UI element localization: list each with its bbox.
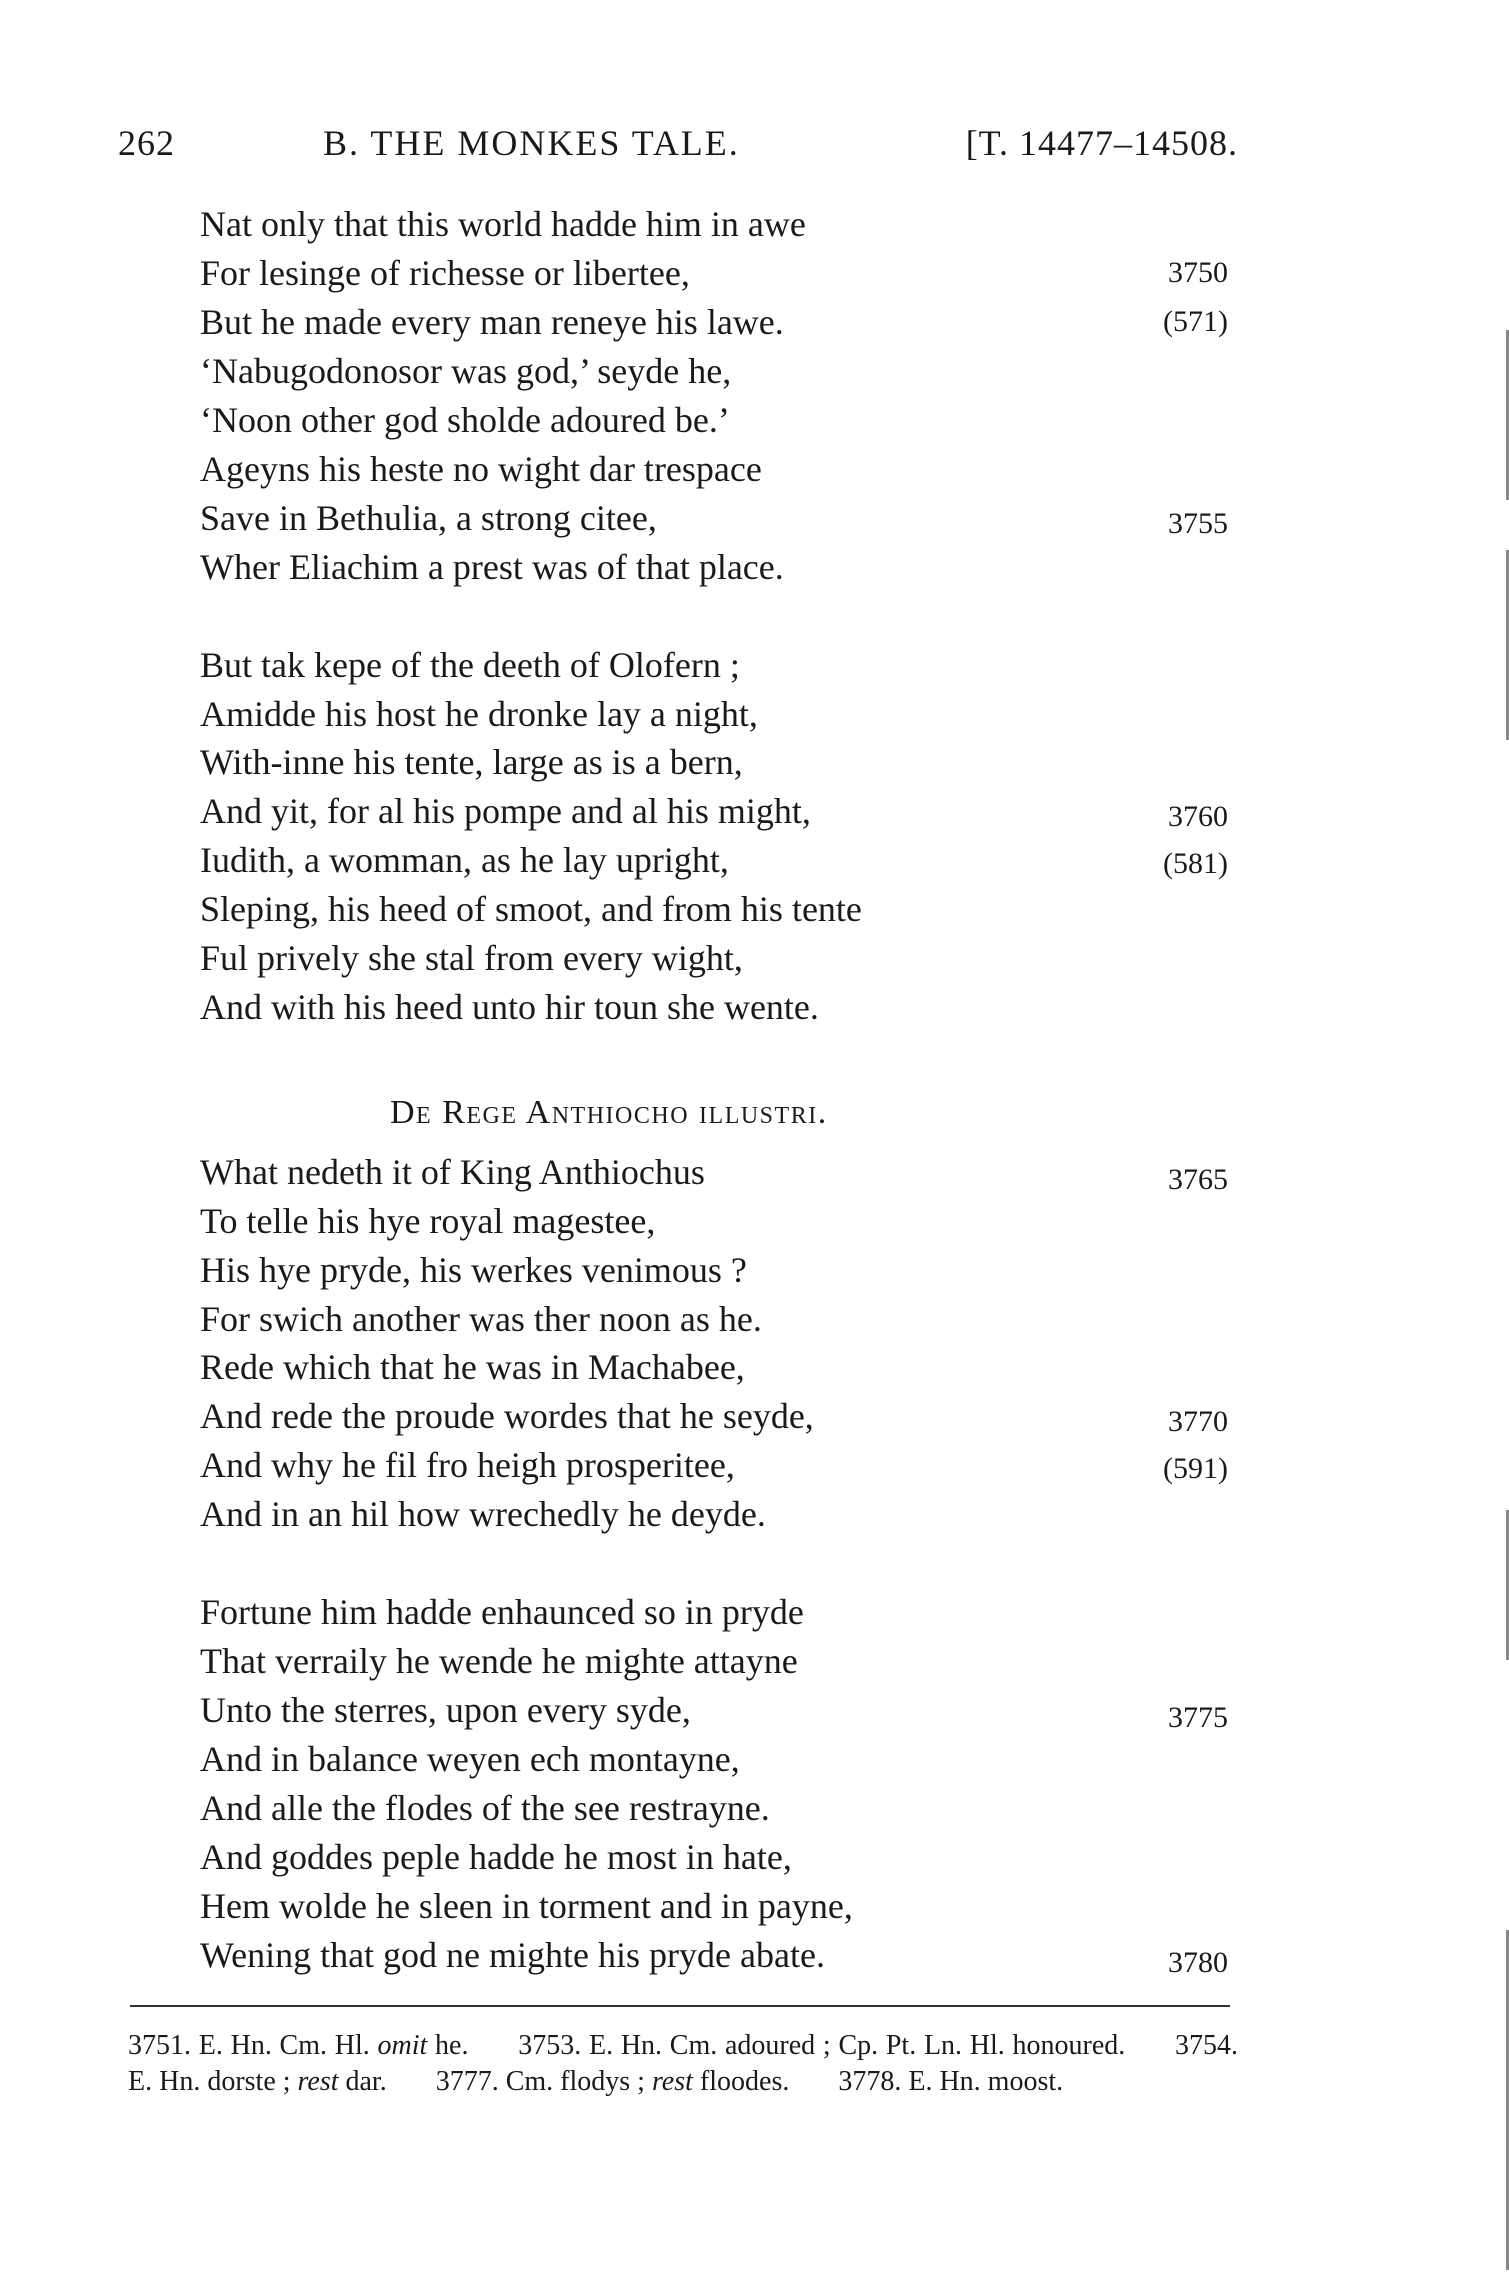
verse-line: And in balance weyen ech montayne, bbox=[200, 1739, 740, 1779]
footnote bbox=[436, 2066, 790, 2097]
verse-line: And alle the flodes of the see restrayne. bbox=[200, 1788, 770, 1828]
footnote-italic: omit bbox=[377, 2030, 428, 2061]
line-number: 3760 bbox=[1168, 800, 1228, 833]
verse-line: What nedeth it of King Anthiochus bbox=[200, 1152, 705, 1192]
footnote-italic: rest bbox=[297, 2066, 339, 2097]
verse-line: And with his heed unto hir toun she wente. bbox=[200, 987, 819, 1027]
footnote bbox=[128, 2030, 468, 2061]
line-number: 3770 bbox=[1168, 1405, 1228, 1438]
verse-line: Amidde his host he dronke lay a night, bbox=[200, 694, 758, 734]
page-number: 262 bbox=[118, 123, 175, 163]
line-number: (571) bbox=[1163, 305, 1228, 338]
verse-line: Fortune him hadde enhaunced so in pryde bbox=[200, 1592, 804, 1632]
verse-line: Rede which that he was in Machabee, bbox=[200, 1347, 745, 1387]
running-header bbox=[118, 122, 1238, 172]
verse-line: Unto the sterres, upon every syde, bbox=[200, 1690, 691, 1730]
footnote-text: he. bbox=[435, 2030, 469, 2061]
verse-line: To telle his hye royal magestee, bbox=[200, 1201, 656, 1241]
footnote-ref: 3778. bbox=[838, 2066, 902, 2097]
footnote bbox=[518, 2030, 1125, 2061]
footnote-text: E. Hn. Cm. adoured ; Cp. Pt. Ln. Hl. honoured. bbox=[588, 2030, 1126, 2061]
line-range: [T. 14477–14508. bbox=[965, 123, 1238, 163]
verse-line: And goddes peple hadde he most in hate, bbox=[200, 1837, 792, 1877]
footnote-text: E. Hn. dorste ; bbox=[128, 2066, 291, 2097]
verse-line: ‘Noon other god sholde adoured be.’ bbox=[200, 400, 730, 440]
line-number: 3750 bbox=[1168, 256, 1228, 289]
verse-line: But he made every man reneye his lawe. bbox=[200, 302, 784, 342]
verse-line: And rede the proude wordes that he seyde, bbox=[200, 1396, 814, 1436]
footnote-ref: 3777. bbox=[435, 2066, 499, 2097]
footnote-text: E. Hn. Cm. Hl. bbox=[198, 2030, 370, 2061]
verse-line: His hye pryde, his werkes venimous ? bbox=[200, 1250, 747, 1290]
footnote-text: floodes. bbox=[699, 2066, 790, 2097]
line-number: 3780 bbox=[1168, 1946, 1228, 1979]
footnote-text: dar. bbox=[345, 2066, 387, 2097]
verse-line: That verraily he wende he mighte attayne bbox=[200, 1641, 798, 1681]
verse-line: Hem wolde he sleen in torment and in payne, bbox=[200, 1886, 853, 1926]
verse-line: Sleping, his heed of smoot, and from his tente bbox=[200, 889, 862, 929]
line-number: (581) bbox=[1163, 847, 1228, 880]
footnote-ref: 3754. bbox=[1175, 2030, 1239, 2061]
footnote-text: Cm. flodys ; bbox=[505, 2066, 645, 2097]
footnote-text: E. Hn. moost. bbox=[908, 2066, 1064, 2097]
section-heading: De Rege Anthiocho illustri. bbox=[390, 1094, 828, 1131]
verse-line: And in an hil how wrechedly he deyde. bbox=[200, 1494, 766, 1534]
verse-line: And why he fil fro heigh prosperitee, bbox=[200, 1445, 735, 1485]
verse-line: For lesinge of richesse or libertee, bbox=[200, 253, 690, 293]
verse-line: Iudith, a womman, as he lay upright, bbox=[200, 840, 729, 880]
line-number: 3765 bbox=[1168, 1163, 1228, 1196]
running-title: B. THE MONKES TALE. bbox=[323, 123, 740, 163]
verse-line: ‘Nabugodonosor was god,’ seyde he, bbox=[200, 351, 732, 391]
verse-line: Wening that god ne mighte his pryde abate. bbox=[200, 1935, 825, 1975]
verse-line: For swich another was ther noon as he. bbox=[200, 1299, 762, 1339]
verse-line: Nat only that this world hadde him in awe bbox=[200, 204, 806, 244]
line-number: (591) bbox=[1163, 1452, 1228, 1485]
verse-line: Save in Bethulia, a strong citee, bbox=[200, 498, 657, 538]
footnote-italic: rest bbox=[651, 2066, 693, 2097]
line-number: 3775 bbox=[1168, 1701, 1228, 1734]
verse-line: With-inne his tente, large as is a bern, bbox=[200, 742, 743, 782]
footnote-ref: 3751. bbox=[128, 2030, 191, 2061]
verse-line: Ful prively she stal from every wight, bbox=[200, 938, 743, 978]
footnote-ref: 3753. bbox=[518, 2030, 582, 2061]
verse-line: Wher Eliachim a prest was of that place. bbox=[200, 547, 784, 587]
verse-line: But tak kepe of the deeth of Olofern ; bbox=[200, 645, 740, 685]
line-number: 3755 bbox=[1168, 507, 1228, 540]
footnote-rule bbox=[130, 2005, 1230, 2007]
verse-line: Ageyns his heste no wight dar trespace bbox=[200, 449, 762, 489]
footnote bbox=[838, 2066, 1063, 2097]
verse-line: And yit, for al his pompe and al his might, bbox=[200, 791, 811, 831]
footnotes bbox=[128, 2028, 1238, 2100]
